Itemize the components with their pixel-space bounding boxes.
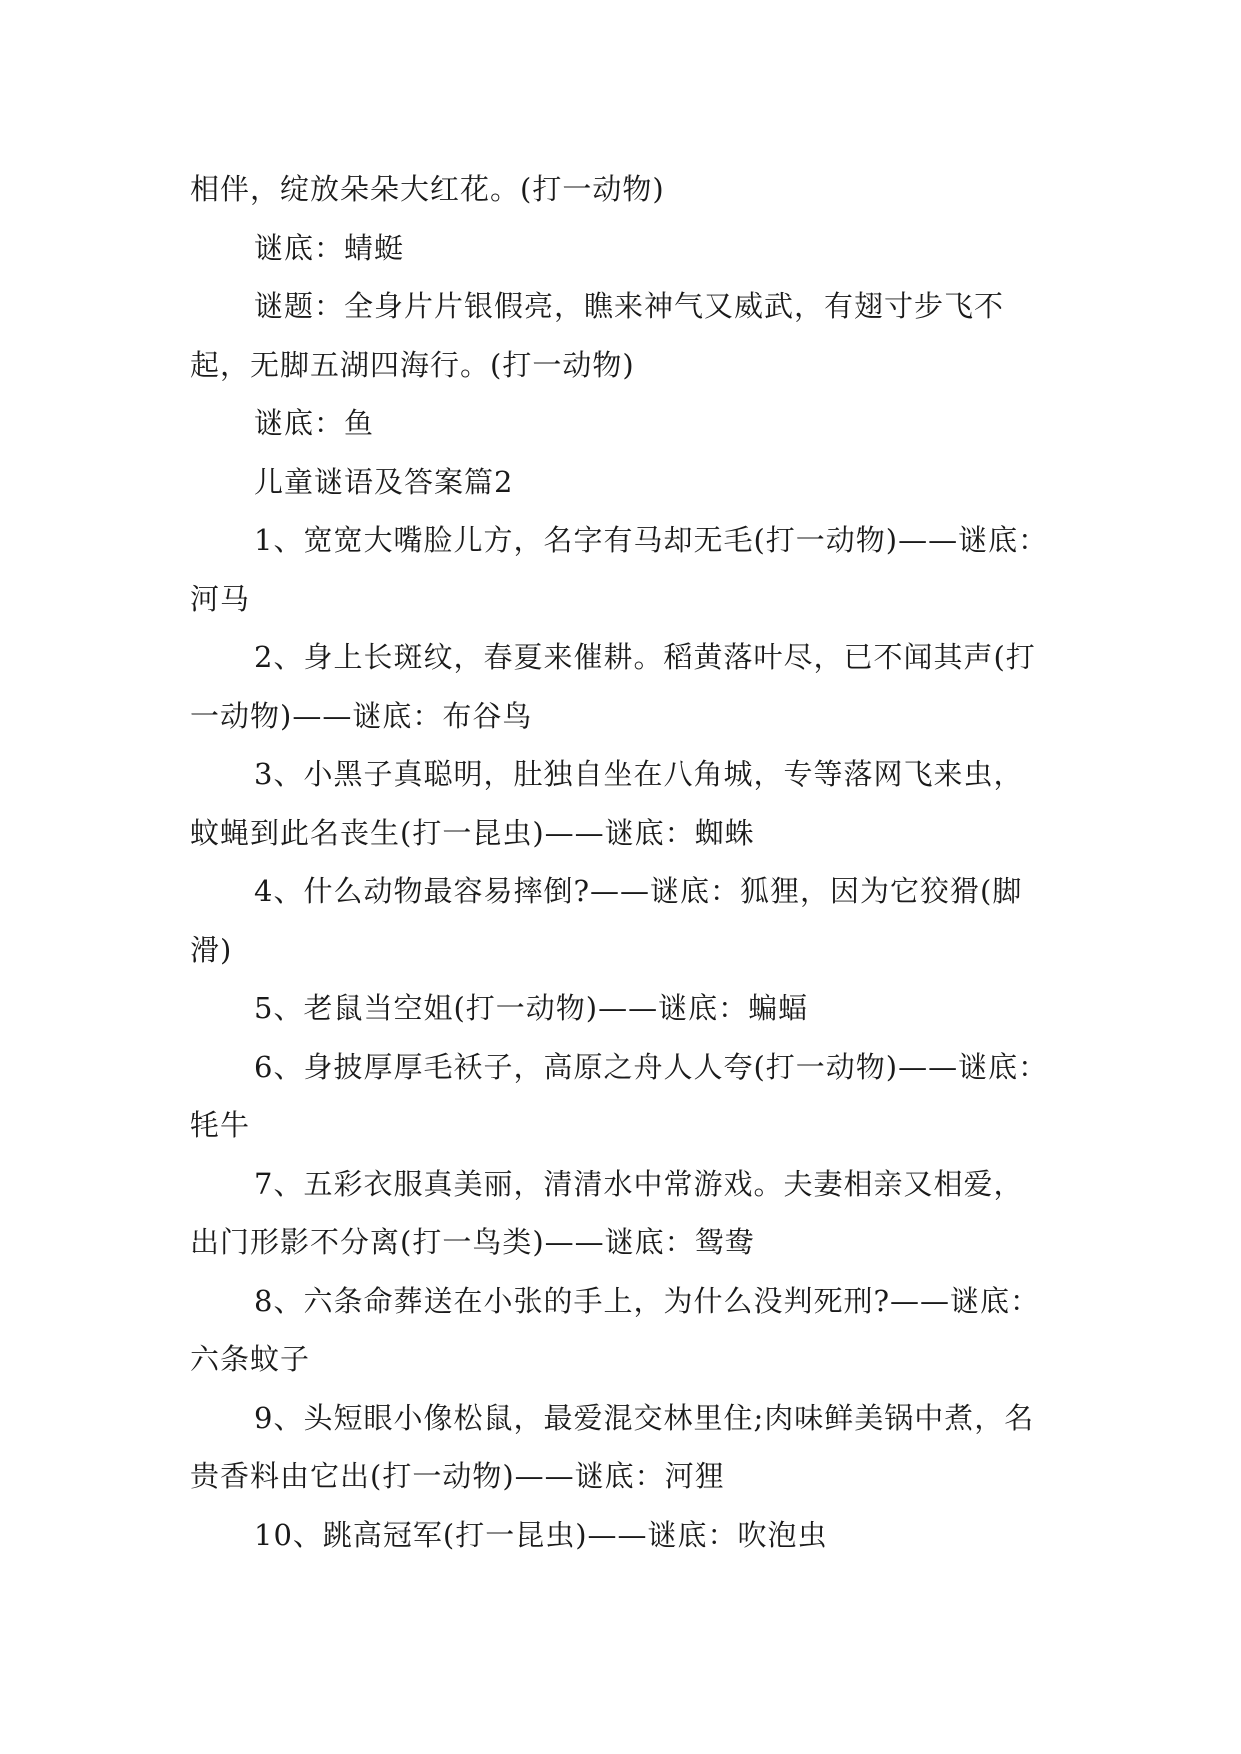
riddle-item-7: 7、五彩衣服真美丽，清清水中常游戏。夫妻相亲又相爱，出门形影不分离(打一鸟类)——谜底：鸳鸯 — [190, 1166, 1024, 1259]
riddle-item-6: 6、身披厚厚毛袄子，高原之舟人人夸(打一动物)——谜底：牦牛 — [190, 1049, 1049, 1142]
riddle-question: 谜题：全身片片银假亮，瞧来神气又威武，有翅寸步飞不起，无脚五湖四海行。(打一动物) — [190, 289, 1005, 382]
riddle-item-3: 3、小黑子真聪明，肚独自坐在八角城，专等落网飞来虫，蚊蝇到此名丧生(打一昆虫)——谜底：蜘蛛 — [190, 757, 1024, 850]
riddle-item-9: 9、头短眼小像松鼠，最爱混交林里住;肉味鲜美锅中煮，名贵香料由它出(打一动物)——谜底：河狸 — [190, 1400, 1035, 1493]
riddle-item-4: 4、什么动物最容易摔倒?——谜底：狐狸，因为它狡猾(脚滑) — [190, 874, 1023, 967]
riddle-text-continued: 相伴，绽放朵朵大红花。(打一动物) — [190, 172, 665, 206]
riddle-item-10: 10、跳高冠军(打一昆虫)——谜底：吹泡虫 — [254, 1517, 828, 1552]
section-heading: 儿童谜语及答案篇2 — [254, 464, 514, 499]
riddle-item-5: 5、老鼠当空姐(打一动物)——谜底：蝙蝠 — [254, 991, 809, 1025]
riddle-item-2: 2、身上长斑纹，春夏来催耕。稻黄落叶尽，已不闻其声(打一动物)——谜底：布谷鸟 — [190, 640, 1036, 733]
riddle-item-1: 1、宽宽大嘴脸儿方，名字有马却无毛(打一动物)——谜底：河马 — [190, 523, 1049, 616]
riddle-item-8: 8、六条命葬送在小张的手上，为什么没判死刑?——谜底：六条蚊子 — [190, 1283, 1040, 1376]
document-body — [190, 160, 1050, 1564]
riddle-answer: 谜底：蜻蜓 — [254, 230, 405, 265]
riddle-answer: 谜底：鱼 — [254, 406, 375, 440]
